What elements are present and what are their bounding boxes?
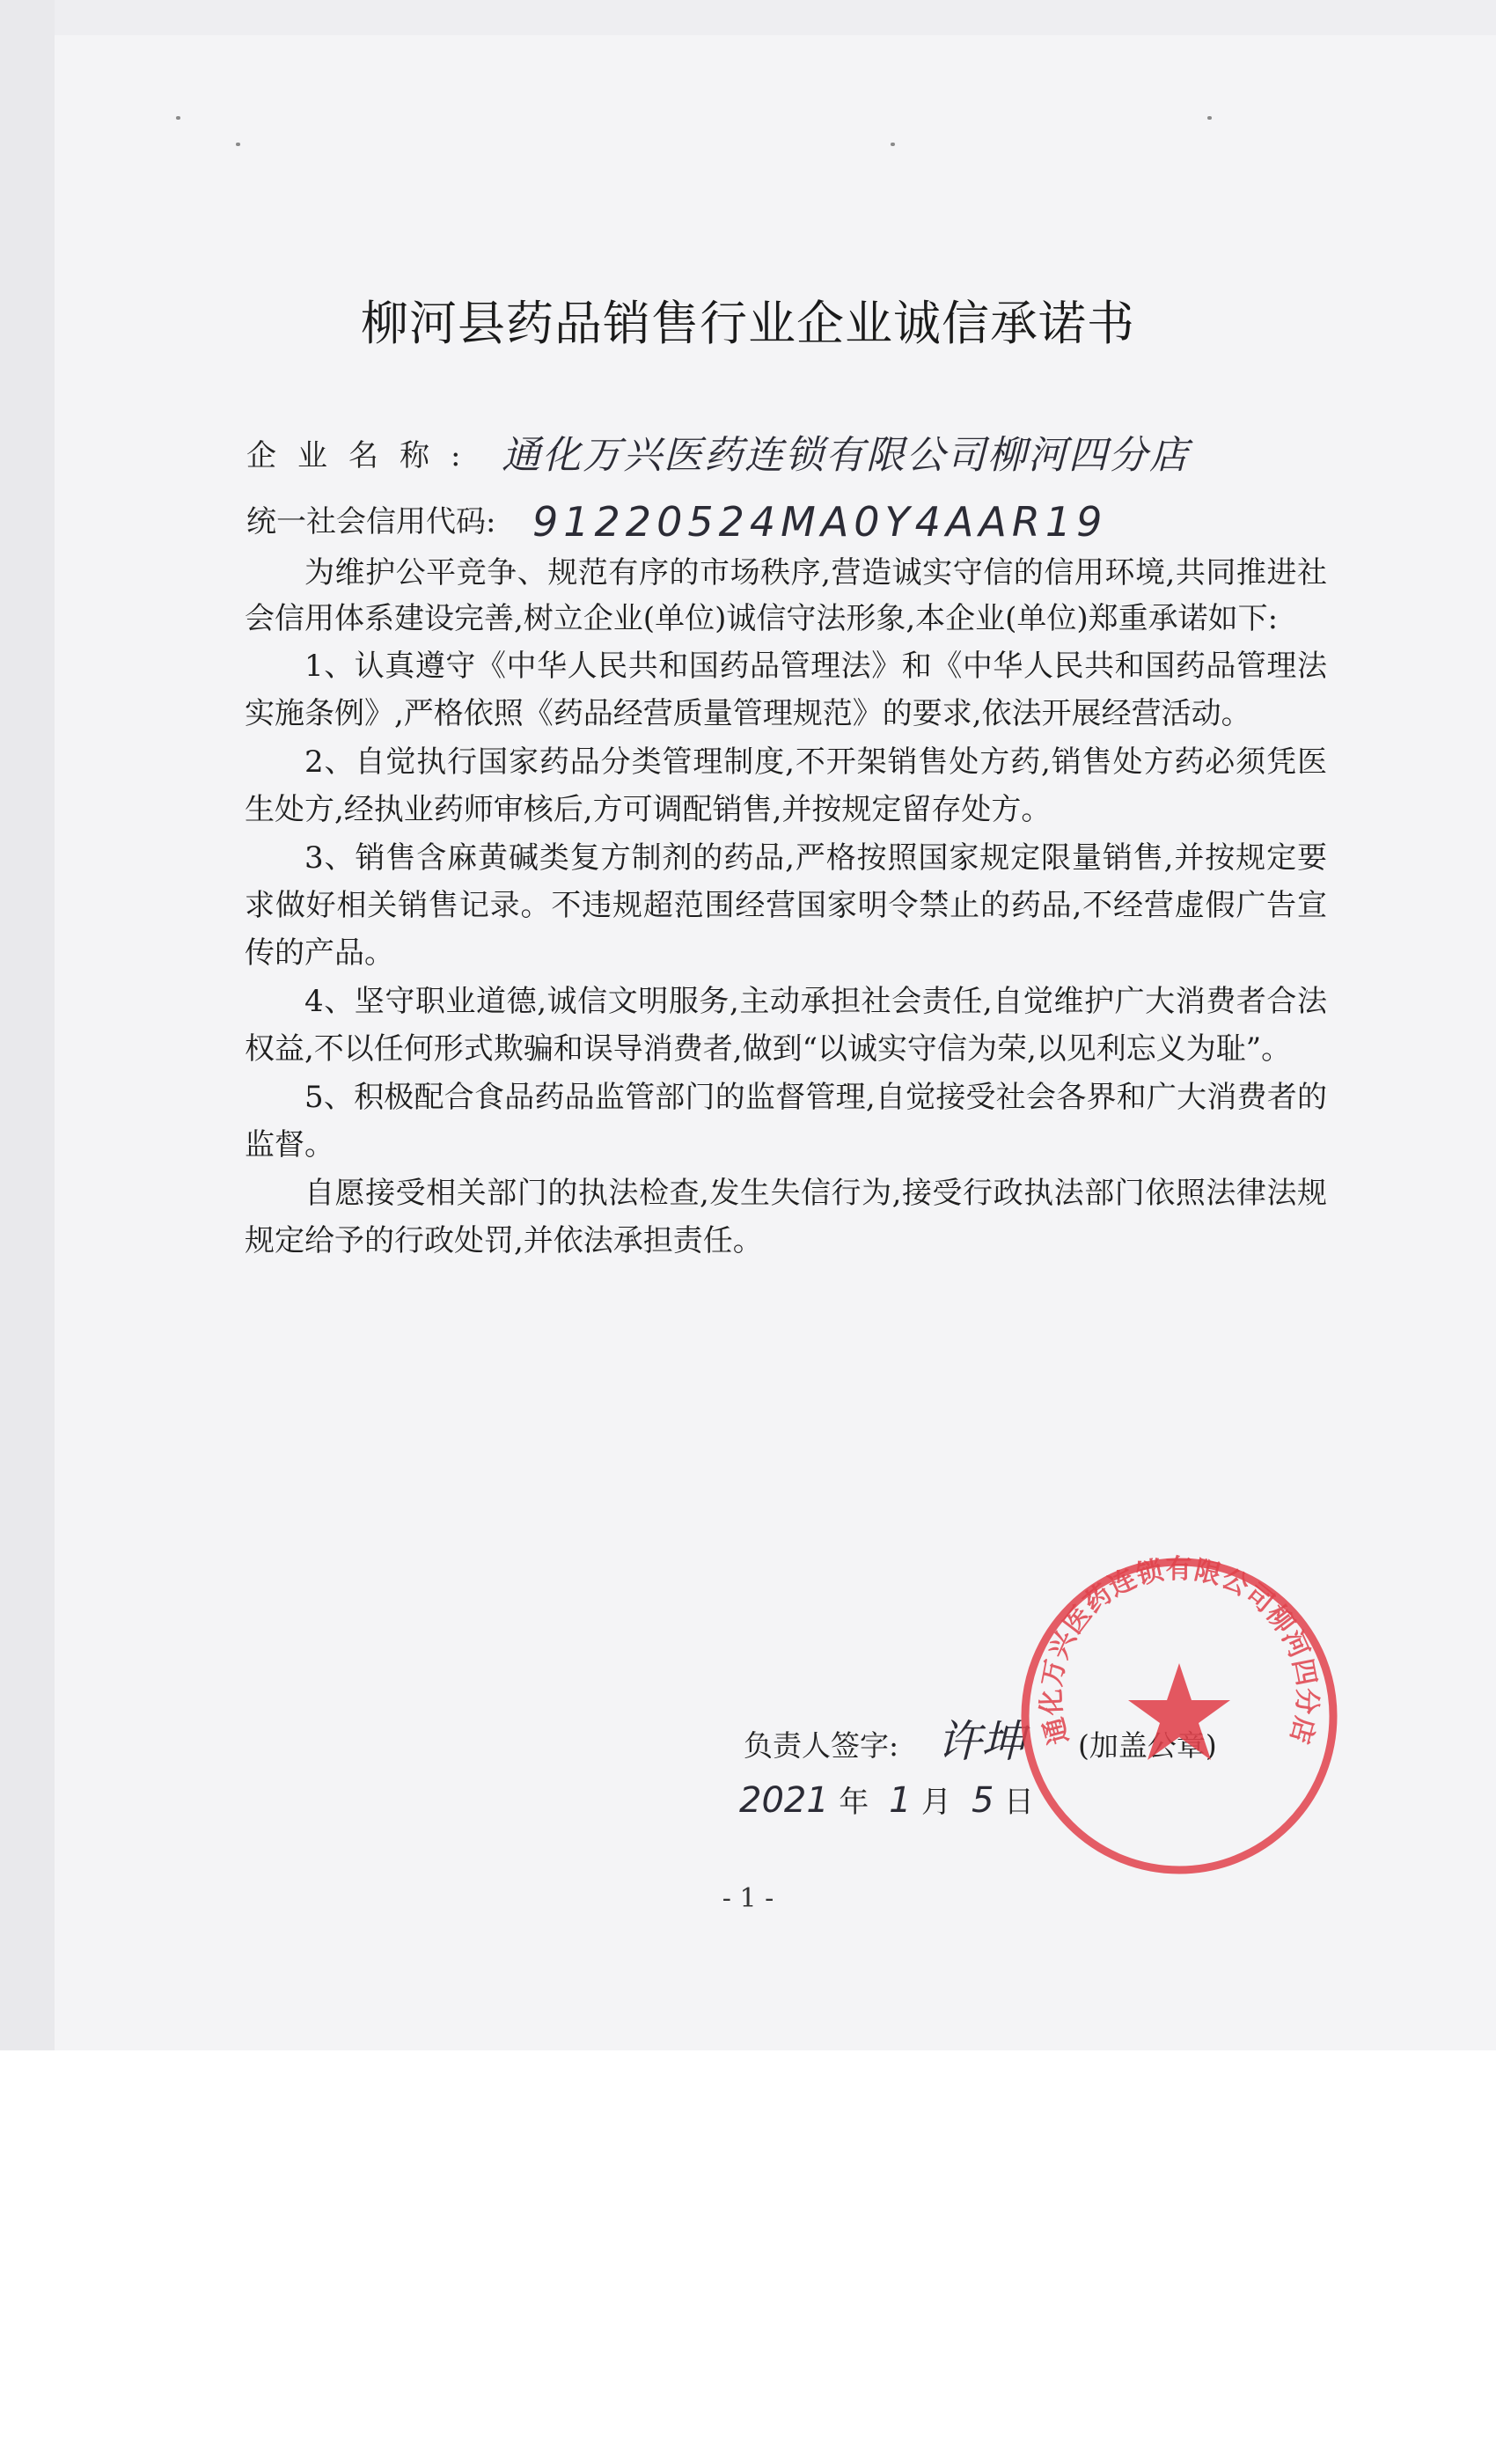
date-day-unit: 日 [1003, 1785, 1034, 1820]
intro-paragraph: 为维护公平竞争、规范有序的市场秩序,营造诚实守信的信用环境,共同推进社会信用体系建设完善,树立企业(单位)诚信守法形象,本企业(单位)郑重承诺如下: [245, 555, 1327, 636]
seal-star-icon [1128, 1663, 1230, 1760]
company-name-handwritten: 通化万兴医药连锁有限公司柳河四分店 [502, 433, 1190, 478]
signatory-handwritten: 许坤 [937, 1716, 1025, 1767]
signing-date [739, 1778, 1034, 1821]
scan-speck [1207, 116, 1212, 120]
closing-paragraph: 自愿接受相关部门的执法检查,发生失信行为,接受行政执法部门依照法律法规规定给予的行政处罚,并依法承担责任。 [245, 1176, 1327, 1258]
commitment-body [245, 550, 1327, 1265]
scan-shadow-top [55, 0, 1496, 35]
seal-text: 通化万兴医药连锁有限公司柳河四分店 [1036, 1554, 1323, 1748]
date-day: 5 [971, 1780, 994, 1821]
scan-speck [236, 143, 240, 146]
commitment-item-5: 5、积极配合食品药品监管部门的监督管理,自觉接受社会各界和广大消费者的监督。 [245, 1080, 1327, 1162]
seal-note: (加盖公章) [1078, 1728, 1217, 1763]
signatory-label: 负责人签字: [744, 1728, 899, 1763]
commitment-item-4: 4、坚守职业道德,诚信文明服务,主动承担社会责任,自觉维护广大消费者合法权益,不以任何形式欺骗和误导消费者,做到“以诚实守信为荣,以见利忘义为耻”。 [245, 984, 1327, 1067]
date-month-unit: 月 [921, 1785, 952, 1820]
date-month: 1 [889, 1780, 912, 1821]
document-title: 柳河县药品销售行业企业诚信承诺书 [361, 296, 1135, 351]
commitment-item-1: 1、认真遵守《中华人民共和国药品管理法》和《中华人民共和国药品管理法实施条例》,严格依照《药品经营质量管理规范》的要求,依法开展经营活动。 [245, 649, 1327, 731]
date-year-unit: 年 [839, 1785, 869, 1820]
page-number: - 1 - [722, 1883, 774, 1914]
commitment-item-3: 3、销售含麻黄碱类复方制剂的药品,严格按照国家规定限量销售,并按规定要求做好相关销售记录。不违规超范围经营国家明令禁止的药品,不经营虚假广告宣传的产品。 [245, 840, 1327, 971]
commitment-item-2: 2、自觉执行国家药品分类管理制度,不开架销售处方药,销售处方药必须凭医生处方,经执业药师审核后,方可调配销售,并按规定留存处方。 [245, 744, 1327, 827]
scan-speck [891, 143, 895, 146]
credit-code-label: 统一社会信用代码: [246, 504, 496, 539]
company-name-label: 企业名称: [246, 438, 482, 473]
scan-speck [176, 116, 180, 120]
company-seal-stamp [1012, 1549, 1346, 1883]
credit-code-handwritten: 91220524MA0Y4AAR19 [532, 498, 1108, 546]
date-year: 2021 [739, 1780, 829, 1821]
